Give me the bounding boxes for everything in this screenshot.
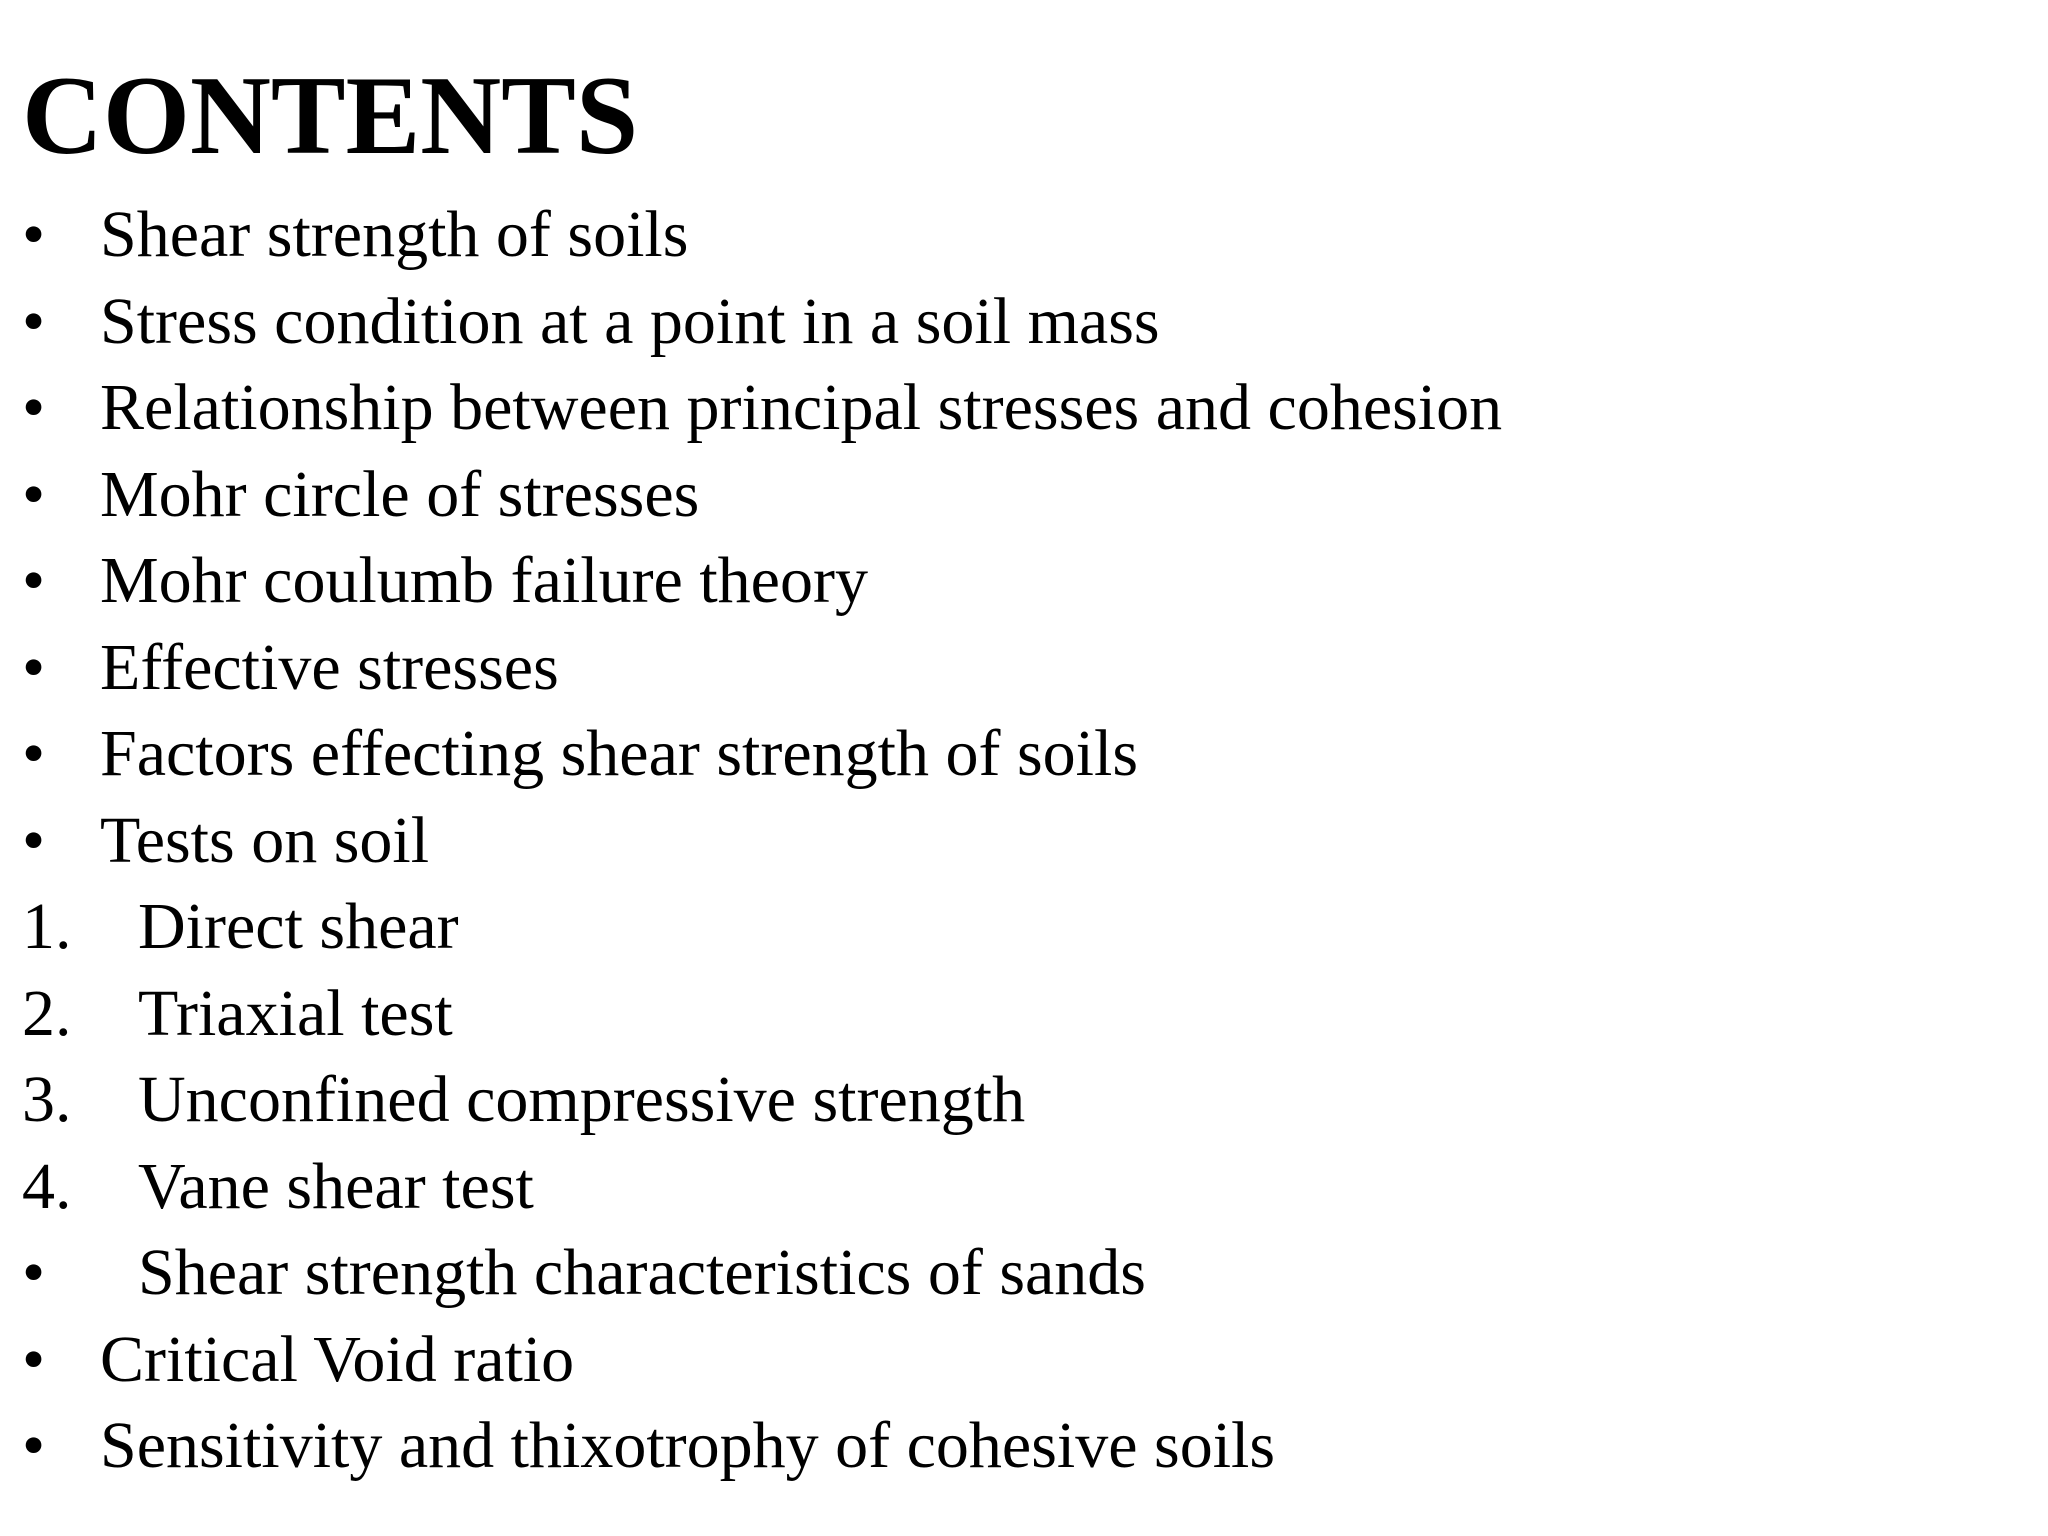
list-item-text: Effective stresses <box>100 630 559 704</box>
list-item-text: Factors effecting shear strength of soils <box>100 717 1139 790</box>
bullet-marker: • <box>22 371 46 444</box>
bullet-marker: • <box>22 198 46 271</box>
bullet-marker: • <box>22 1322 46 1396</box>
bullet-marker: • <box>22 1409 46 1482</box>
number-marker: 1. <box>22 890 72 963</box>
bullet-marker: • <box>22 544 46 617</box>
bullet-marker: • <box>22 630 46 704</box>
bullet-marker: • <box>22 803 46 877</box>
list-item-text: Stress condition at a point in a soil mass <box>100 284 1160 358</box>
list-item-text: Tests on soil <box>100 803 430 877</box>
bullet-marker: • <box>22 457 46 531</box>
list-item-text: Sensitivity and thixotrophy of cohesive soils <box>100 1409 1276 1482</box>
slide-title: CONTENTS <box>22 54 639 178</box>
number-marker: 3. <box>22 1063 72 1136</box>
list-item-text: Mohr coulumb failure theory <box>100 544 868 617</box>
list-item-text: Relationship between principal stresses and cohesion <box>100 371 1503 444</box>
list-item-text: Unconfined compressive strength <box>138 1063 1026 1136</box>
list-item-text: Vane shear test <box>138 1149 534 1223</box>
bullet-marker: • <box>22 717 46 790</box>
number-marker: 4. <box>22 1149 72 1223</box>
number-marker: 2. <box>22 976 72 1050</box>
list-item-text: Triaxial test <box>138 976 453 1050</box>
bullet-marker: • <box>22 1236 46 1309</box>
list-item-text: Shear strength characteristics of sands <box>138 1236 1146 1309</box>
list-item-text: Direct shear <box>138 890 459 963</box>
bullet-marker: • <box>22 284 46 358</box>
list-item-text: Critical Void ratio <box>100 1322 575 1396</box>
list-item-text: Shear strength of soils <box>100 198 689 271</box>
list-item-text: Mohr circle of stresses <box>100 457 700 531</box>
